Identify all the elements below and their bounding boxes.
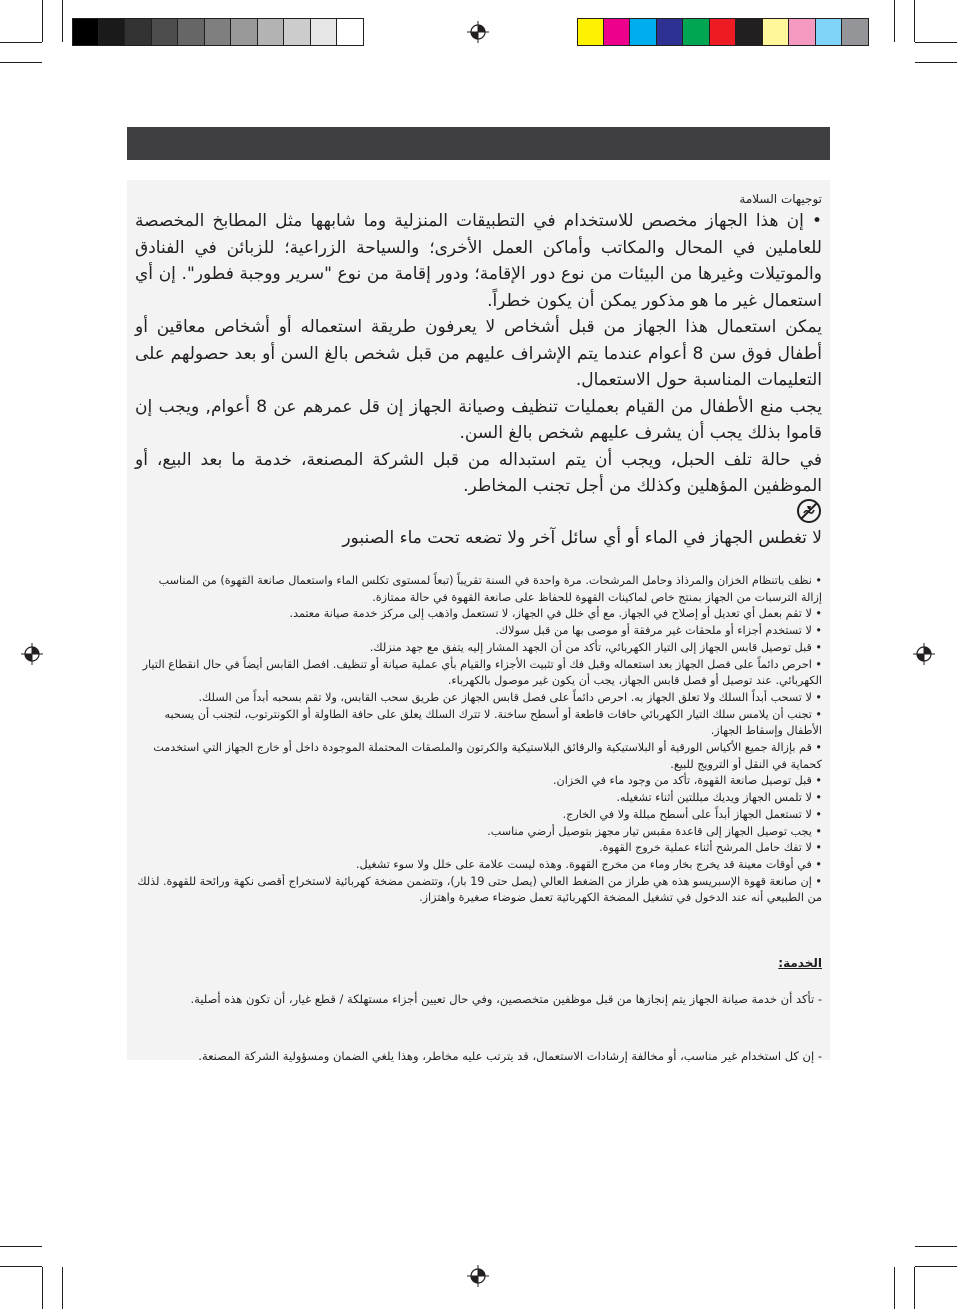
color-swatch (710, 18, 737, 46)
color-swatch (683, 18, 710, 46)
safety-paragraph-supervision: يمكن استعمال هذا الجهاز من قبل أشخاص لا يعرفون طريقة استعماله أو أشخاص معاقين أو أطفال فوق سن 8 أعوام عندما يتم الإشراف عليهم من قبل شخص بالغ السن أو بعد حصولهم على التعليمات المناسبة حول الاستعمال. (135, 317, 822, 390)
list-item: • قبل توصيل قابس الجهاز إلى التيار الكهربائي، تأكد من أن الجهد المشار إليه يتفق مع جهد منزلك. (369, 640, 822, 654)
safety-bullet-list (135, 573, 822, 907)
service-heading: الخدمة: (778, 956, 822, 970)
color-swatch (604, 18, 631, 46)
crop-mark-bottom-right-h (915, 1246, 957, 1247)
service-item-genuine-parts: - تأكد أن خدمة صيانة الجهاز يتم إنجازها من قبل موظفين متخصصين، وفي حال تعيين أجزاء مستهلكة / قطع غيار، أن تكون هذه أصلية. (190, 992, 822, 1006)
safety-paragraph-usage: • إن هذا الجهاز مخصص للاستخدام في التطبيقات المنزلية وما شابهها مثل المطابخ المخصصة للعاملين في المحال والمكاتب وأماكن العمل الأخرى؛ والسياحة الزراعية؛ للزبائن في الفنادق والموتيلات وغيرها من البيئات من نوع دور الإقامة؛ ودور إقامة من نوع "سرير ووجبة فطور". إن أي استعمال غير ما هو مذكور يمكن أن يكون خطراً. (135, 211, 822, 311)
registration-mark-right-icon (913, 643, 935, 665)
list-item: • نظف باتنظام الخزان والمرذاذ وحامل المرشحات. مرة واحدة في السنة تقريباً (تبعاً لمستوى تكلس الماء واستعمال صانعة القهوة) من المناسب إزالة الترسبات من الجهاز بمنتج خاص لماكينات القهوة للحفاظ على صانعة القهوة في حالة ممتازة. (158, 574, 822, 604)
service-item-warranty: - إن كل استخدام غير مناسب، أو مخالفة إرشادات الاستعمال، قد يترتب عليه مخاطر، وهذا يلغي الضمان ومسؤولية الشركة المصنعة. (198, 1049, 822, 1063)
list-item: • لا تقم بعمل أي تعديل أو إصلاح في الجهاز. مع أي خلل في الجهاز، لا تستعمل واذهب إلى مركز خدمة صيانة معتمد. (289, 607, 822, 621)
registration-mark-left-icon (21, 643, 43, 665)
registration-mark-bottom-icon (467, 1265, 489, 1287)
no-water-immersion-icon (796, 498, 822, 524)
color-swatch (763, 18, 790, 46)
color-swatch (231, 18, 258, 46)
list-item: • تجنب أن يلامس سلك التيار الكهربائي حافات قاطعة أو أسطح ساخنة. لا تترك السلك يعلق على حافة الطاولة أو الكونترتوب، لتجنب أن يسحبه الأطفال وإسقاط الجهاز. (164, 707, 822, 738)
safety-heading: توجيهات السلامة (739, 192, 822, 206)
crop-mark-top-right-v (914, 0, 915, 42)
crop-mark-bottom-right-v2 (894, 1267, 895, 1309)
color-swatch (284, 18, 311, 46)
color-swatch (337, 18, 364, 46)
list-item: • قبل توصيل صانعة القهوة، تأكد من وجود ماء في الخزان. (552, 774, 822, 788)
list-item: • لا تستعمل الجهاز أبداً على أسطح مبللة ولا في الخارج. (562, 807, 822, 821)
color-swatch (99, 18, 126, 46)
safety-paragraph-cord: في حالة تلف الحبل، ويجب أن يتم استبداله من قبل الشركة المصنعة، خدمة ما بعد البيع، أو الموظفين المؤهلين وكذلك من أجل تجنب المخاطر. (135, 449, 822, 496)
color-swatch (152, 18, 179, 46)
registration-mark-top-icon (467, 21, 489, 43)
crop-mark-top-right-h (915, 42, 957, 43)
color-swatch (842, 18, 869, 46)
color-swatch (789, 18, 816, 46)
crop-mark-bottom-right-h2 (915, 1266, 957, 1267)
crop-mark-bottom-left-h (0, 1246, 42, 1247)
color-swatch (205, 18, 232, 46)
color-swatch (657, 18, 684, 46)
safety-content-panel (127, 180, 830, 1063)
crop-mark-bottom-left-v (42, 1267, 43, 1309)
list-item: • إن صانعة قهوة الإسبريسو هذه هي طراز من الضغط العالي (يصل حتى 19 بار)، وتتضمن مضخة كهربائية لاستخراج أقصى نكهة ورائحة للقهوة. لذلك من الطبيعي أنه عند الدخول في تشغيل المضخة الكهربائية تعمل ضوضاء صغيرة واهتزاز. (137, 874, 822, 905)
no-immersion-warning: لا تغطس الجهاز في الماء أو أي سائل آخر ولا تضعه تحت ماء الصنبور (342, 528, 822, 548)
list-item: • لا تلمس الجهاز ويديك مبللتين أثناء تشغيله. (616, 791, 822, 805)
color-calibration-bar (577, 18, 869, 46)
color-swatch (736, 18, 763, 46)
header-band (127, 127, 830, 160)
list-item: • في أوقات معينة قد يخرج بخار وماء من مخرج القهوة. وهذه ليست علامة على خلل ولا سوء تشغيل. (355, 857, 822, 871)
crop-mark-top-right-v2 (894, 0, 895, 42)
gray-calibration-bar (72, 18, 364, 46)
list-item: • لا تستخدم أجزاء أو ملحقات غير مرفقة أو موصى بها من قبل سولاك. (495, 624, 822, 638)
color-swatch (311, 18, 338, 46)
crop-mark-top-left-h2 (0, 62, 42, 63)
crop-mark-bottom-left-v2 (62, 1267, 63, 1309)
crop-mark-bottom-right-v (914, 1267, 915, 1309)
crop-mark-top-left-v (42, 0, 43, 42)
color-swatch (258, 18, 285, 46)
list-item: • قم بإزالة جميع الأكياس الورقية أو البلاستيكية والرقائق البلاستيكية والكرتون والملصقات المحتملة الموجودة داخل أو خارج الجهاز التي استخدمت كحماية في النقل أو الترويج للبيع. (153, 741, 822, 771)
color-swatch (816, 18, 843, 46)
crop-mark-bottom-left-h2 (0, 1266, 42, 1267)
list-item: • يجب توصيل الجهاز إلى قاعدة مقبس تيار مجهز بتوصيل أرضي مناسب. (487, 824, 822, 838)
color-swatch (630, 18, 657, 46)
list-item: • لا تفك حامل المرشح أثناء عملية خروج القهوة. (599, 841, 822, 855)
color-swatch (72, 18, 99, 46)
safety-paragraph-children: يجب منع الأطفال من القيام بعمليات تنظيف وصيانة الجهاز إن قل عمرهم عن 8 أعوام, ويجب إن قاموا بذلك يجب أن يشرف عليهم شخص بالغ السن. (135, 396, 822, 443)
crop-mark-top-left-h (0, 42, 42, 43)
color-swatch (577, 18, 604, 46)
safety-body (135, 208, 822, 500)
crop-mark-top-left-v2 (62, 0, 63, 42)
list-item: • لا تسحب أبداً السلك ولا تعلق الجهاز به. احرص دائماً على فصل قابس الجهاز عن طريق سحب القابس، ولا تقم بسحبه أبداً من السلك. (198, 690, 822, 704)
crop-mark-top-right-h2 (915, 62, 957, 63)
color-swatch (125, 18, 152, 46)
color-swatch (178, 18, 205, 46)
list-item: • احرص دائماً على فصل الجهاز بعد استعماله وقبل فك أو تثبيت الأجزاء والقيام بأي عملية صيانة أو تنظيف. افصل القابس أيضاً في حال انقطاع التيار الكهربائي. عند توصيل أو فصل قابس الجهاز، يجب أن يكون غير موصول بالكهرباء. (142, 657, 822, 688)
